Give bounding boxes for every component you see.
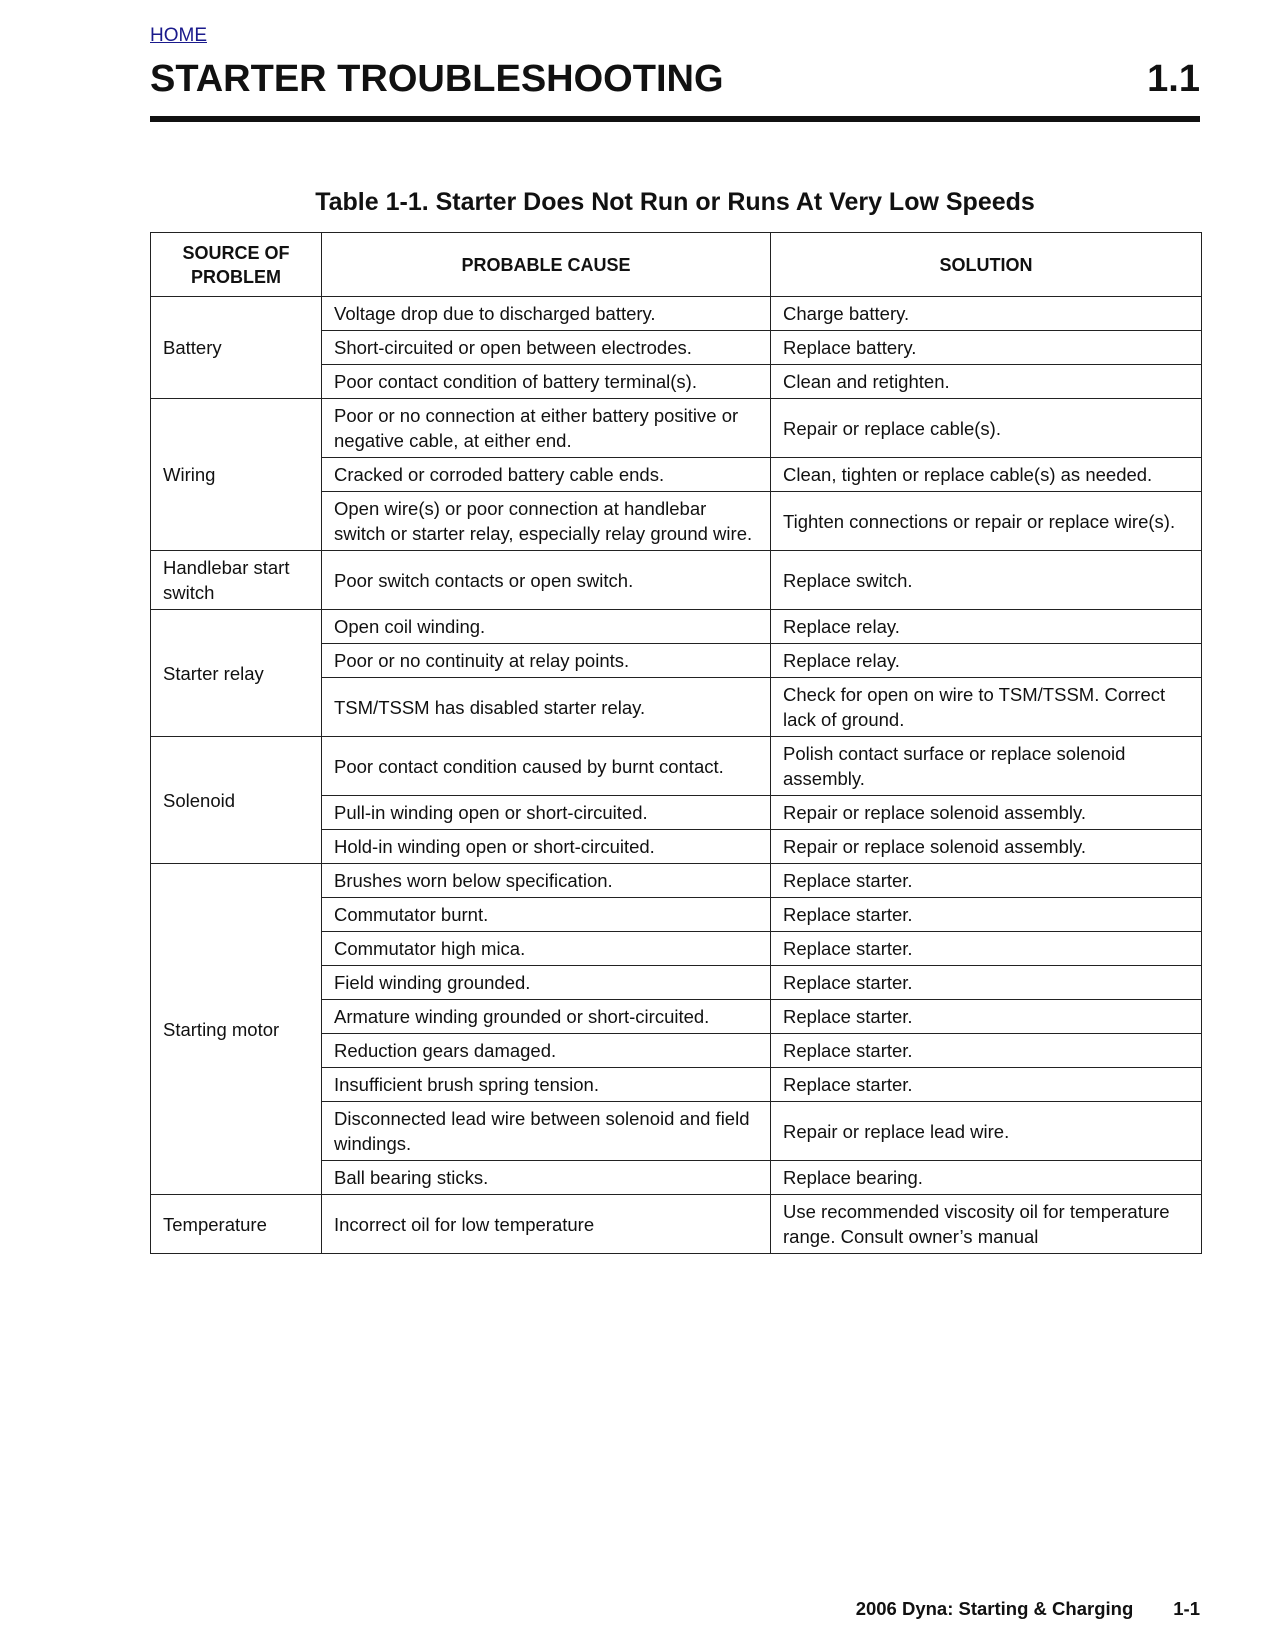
- cause-cell: Poor or no continuity at relay points.: [322, 644, 771, 678]
- solution-cell: Clean and retighten.: [771, 365, 1202, 399]
- cause-cell: Disconnected lead wire between solenoid and field windings.: [322, 1102, 771, 1161]
- table-row: [151, 737, 1202, 796]
- source-cell: Solenoid: [151, 737, 322, 864]
- cause-cell: Ball bearing sticks.: [322, 1161, 771, 1195]
- cause-cell: Open wire(s) or poor connection at handlebar switch or starter relay, especially relay ground wire.: [322, 492, 771, 551]
- source-cell: Wiring: [151, 399, 322, 551]
- solution-cell: Replace starter.: [771, 898, 1202, 932]
- table-row: [151, 399, 1202, 458]
- cause-cell: Short-circuited or open between electrodes.: [322, 331, 771, 365]
- cause-cell: Open coil winding.: [322, 610, 771, 644]
- cause-cell: Poor switch contacts or open switch.: [322, 551, 771, 610]
- cause-cell: Cracked or corroded battery cable ends.: [322, 458, 771, 492]
- solution-cell: Replace battery.: [771, 331, 1202, 365]
- solution-cell: Replace starter.: [771, 966, 1202, 1000]
- cause-cell: Voltage drop due to discharged battery.: [322, 297, 771, 331]
- cause-cell: Insufficient brush spring tension.: [322, 1068, 771, 1102]
- source-cell: Starting motor: [151, 864, 322, 1195]
- table-row: [151, 1195, 1202, 1254]
- troubleshooting-table: [150, 232, 1202, 1254]
- column-header-solution: SOLUTION: [771, 233, 1202, 297]
- cause-cell: Field winding grounded.: [322, 966, 771, 1000]
- solution-cell: Check for open on wire to TSM/TSSM. Correct lack of ground.: [771, 678, 1202, 737]
- cause-cell: Commutator high mica.: [322, 932, 771, 966]
- solution-cell: Clean, tighten or replace cable(s) as needed.: [771, 458, 1202, 492]
- cause-cell: Poor contact condition of battery terminal(s).: [322, 365, 771, 399]
- section-number: 1.1: [1147, 58, 1200, 100]
- solution-cell: Replace starter.: [771, 932, 1202, 966]
- cause-cell: Commutator burnt.: [322, 898, 771, 932]
- page-header: [150, 58, 1200, 122]
- solution-cell: Replace bearing.: [771, 1161, 1202, 1195]
- cause-cell: Armature winding grounded or short-circuited.: [322, 1000, 771, 1034]
- solution-cell: Repair or replace lead wire.: [771, 1102, 1202, 1161]
- table-body: [151, 297, 1202, 1254]
- table-row: [151, 551, 1202, 610]
- table-row: [151, 297, 1202, 331]
- solution-cell: Polish contact surface or replace solenoid assembly.: [771, 737, 1202, 796]
- column-header-source: SOURCE OF PROBLEM: [151, 233, 322, 297]
- cause-cell: Poor contact condition caused by burnt contact.: [322, 737, 771, 796]
- solution-cell: Replace starter.: [771, 1068, 1202, 1102]
- table-row: [151, 610, 1202, 644]
- page-number: 1-1: [1173, 1598, 1200, 1619]
- source-cell: Battery: [151, 297, 322, 399]
- cause-cell: Poor or no connection at either battery positive or negative cable, at either end.: [322, 399, 771, 458]
- home-link[interactable]: HOME: [150, 25, 207, 46]
- solution-cell: Replace starter.: [771, 1034, 1202, 1068]
- source-cell: Handlebar start switch: [151, 551, 322, 610]
- column-header-cause: PROBABLE CAUSE: [322, 233, 771, 297]
- solution-cell: Tighten connections or repair or replace wire(s).: [771, 492, 1202, 551]
- solution-cell: Replace switch.: [771, 551, 1202, 610]
- solution-cell: Charge battery.: [771, 297, 1202, 331]
- cause-cell: Brushes worn below specification.: [322, 864, 771, 898]
- cause-cell: Incorrect oil for low temperature: [322, 1195, 771, 1254]
- cause-cell: Pull-in winding open or short-circuited.: [322, 796, 771, 830]
- solution-cell: Replace relay.: [771, 610, 1202, 644]
- solution-cell: Replace starter.: [771, 864, 1202, 898]
- table-row: [151, 864, 1202, 898]
- source-cell: Temperature: [151, 1195, 322, 1254]
- cause-cell: Reduction gears damaged.: [322, 1034, 771, 1068]
- solution-cell: Replace starter.: [771, 1000, 1202, 1034]
- table-header-row: [151, 233, 1202, 297]
- page-title: STARTER TROUBLESHOOTING: [150, 58, 724, 100]
- solution-cell: Replace relay.: [771, 644, 1202, 678]
- source-cell: Starter relay: [151, 610, 322, 737]
- solution-cell: Use recommended viscosity oil for temperature range. Consult owner’s manual: [771, 1195, 1202, 1254]
- footer-title: 2006 Dyna: Starting & Charging: [855, 1598, 1134, 1619]
- cause-cell: Hold-in winding open or short-circuited.: [322, 830, 771, 864]
- solution-cell: Repair or replace solenoid assembly.: [771, 830, 1202, 864]
- cause-cell: TSM/TSSM has disabled starter relay.: [322, 678, 771, 737]
- table-caption: Table 1-1. Starter Does Not Run or Runs At Very Low Speeds: [315, 188, 1035, 216]
- solution-cell: Repair or replace cable(s).: [771, 399, 1202, 458]
- solution-cell: Repair or replace solenoid assembly.: [771, 796, 1202, 830]
- page-footer: [856, 1598, 1200, 1620]
